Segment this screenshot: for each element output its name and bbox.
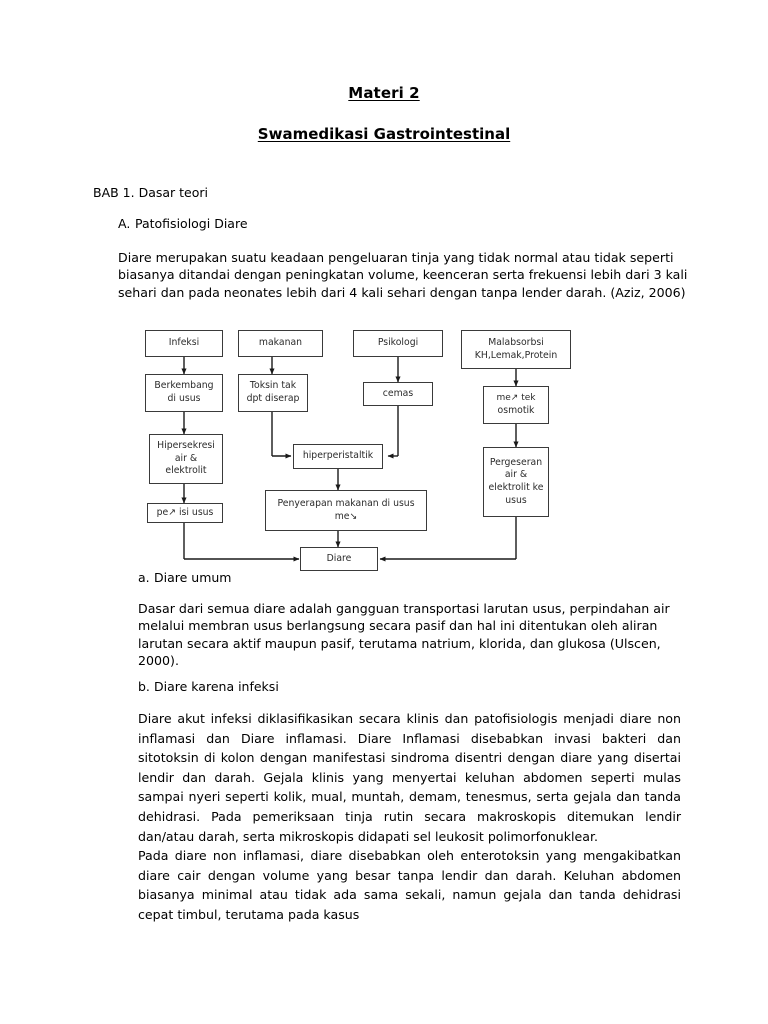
list-item-a-text: Diare umum	[154, 570, 232, 585]
flow-box-pe-isi-usus[interactable]	[147, 503, 223, 523]
flow-box-malabsorbsi-label-1: Malabsorbsi	[488, 336, 544, 348]
section-a-label: A.	[118, 216, 131, 231]
flow-box-tekanan-osmotik[interactable]	[483, 386, 549, 424]
paragraph-diare-umum: Dasar dari semua diare adalah gangguan transportasi larutan usus, perpindahan air melalui membran usus berlangsung secara pasif dan hal ini ditentukan oleh aliran larutan secara aktif maupun pasif, terutama natrium, klorida, dan glukosa (Ulscen, 2000).	[138, 601, 670, 669]
flow-box-hipersekresi-label-2: air &	[174, 452, 198, 464]
flow-box-infeksi-label: Infeksi	[168, 337, 200, 349]
flow-box-pergeseran-label-1: Pergeseran	[489, 456, 543, 468]
flow-box-berkembang-di-usus[interactable]	[145, 374, 223, 412]
list-item-a-label: a.	[138, 570, 150, 585]
flow-box-cemas-label: cemas	[382, 387, 414, 399]
flow-box-penyerapan-makanan[interactable]	[265, 490, 427, 531]
flow-box-diare-label: Diare	[326, 552, 352, 564]
flow-box-hipersekresi-label-3: elektrolit	[165, 465, 207, 477]
flow-box-hiperperistaltik-label: hiperperistaltik	[302, 450, 374, 462]
flow-box-osmotik-label-2: osmotik	[497, 405, 535, 416]
flow-box-toksin-label-1: Toksin tak	[249, 380, 297, 392]
flow-box-makanan[interactable]	[238, 330, 323, 357]
flow-box-hipersekresi[interactable]	[149, 434, 223, 484]
flow-box-pergeseran-label-2: air &	[504, 469, 528, 481]
page-title	[0, 84, 768, 102]
flow-box-toksin-label-2: dpt diserap	[246, 393, 300, 404]
intro-paragraph: Diare merupakan suatu keadaan pengeluaran tinja yang tidak normal atau tidak seperti biasanya ditandai dengan peningkatan volume, keenceran serta frekuensi lebih dari 3 kali sehari dan pada neonates lebih dari 4 kali sehari dengan tanpa lender darah. (Aziz, 2006)	[118, 250, 688, 300]
flow-box-toksin-tak-dpt-diserap[interactable]	[238, 374, 308, 412]
flow-box-pergeseran[interactable]	[483, 447, 549, 517]
flow-box-diare[interactable]	[300, 547, 378, 571]
paragraph-diare-infeksi-1: Diare akut infeksi diklasifikasikan secara klinis dan patofisiologis menjadi diare non inflamasi dan Diare inflamasi. Diare Inflamasi disebabkan invasi bakteri dan sitotoksin di kolon dengan manifestasi sindroma disentri dengan diare yang disertai lendir dan darah. Gejala klinis yang menyertai keluhan abdomen seperti mulas sampai nyeri seperti kolik, mual, muntah, demam, tenesmus, serta gejala dan tanda dehidrasi. Pada pemeriksaan tinja rutin secara makroskopis ditemukan lendir dan/atau darah, serta mikroskopis didapati sel leukosit polimorfonuklear.	[138, 711, 681, 844]
page-subtitle	[0, 125, 768, 143]
flow-box-berkembang-label-2: di usus	[167, 393, 201, 404]
list-item-a-heading	[138, 570, 231, 585]
flow-box-makanan-label: makanan	[258, 337, 303, 349]
flow-box-malabsorbsi-label-2: KH,Lemak,Protein	[474, 349, 558, 361]
flow-box-hiperperistaltik[interactable]	[293, 444, 383, 469]
list-item-b-label: b.	[138, 679, 150, 694]
flow-box-pergeseran-label-3: elektrolit ke	[488, 482, 544, 493]
flow-box-hipersekresi-label-1: Hipersekresi	[157, 440, 215, 452]
list-item-b-heading	[138, 679, 279, 694]
flow-box-infeksi[interactable]	[145, 330, 223, 357]
flow-box-malabsorbsi[interactable]	[461, 330, 571, 369]
paragraph-diare-infeksi	[138, 709, 681, 925]
flow-box-pergeseran-label-4: usus	[505, 494, 527, 506]
flow-box-penyerapan-label-1: Penyerapan makanan di usus	[277, 497, 415, 509]
section-a-text: Patofisiologi Diare	[135, 216, 248, 231]
flow-box-psikologi-label: Psikologi	[377, 337, 419, 349]
flow-box-pe-isi-usus-label: pe↗ isi usus	[156, 506, 214, 518]
flow-box-penyerapan-label-2: me↘	[334, 510, 358, 522]
page-title-text: Materi 2	[348, 84, 420, 102]
flow-box-berkembang-label-1: Berkembang	[154, 380, 214, 392]
list-item-b-text: Diare karena infeksi	[154, 679, 279, 694]
chapter-heading: BAB 1. Dasar teori	[93, 185, 208, 200]
page-subtitle-text: Swamedikasi Gastrointestinal	[257, 125, 511, 143]
paragraph-diare-infeksi-2: Pada diare non inflamasi, diare disebabkan oleh enterotoksin yang mengakibatkan diare cair dengan volume yang besar tanpa lendir dan darah. Keluhan abdomen biasanya minimal atau tidak ada sama sekali, namun gejala dan tanda dehidrasi cepat timbul, terutama pada kasus	[138, 848, 681, 922]
flow-box-osmotik-label-1: me↗ tek	[496, 393, 536, 404]
flow-box-cemas[interactable]	[363, 382, 433, 406]
title-block	[0, 84, 768, 143]
flow-box-psikologi[interactable]	[353, 330, 443, 357]
section-a-heading	[118, 216, 248, 231]
